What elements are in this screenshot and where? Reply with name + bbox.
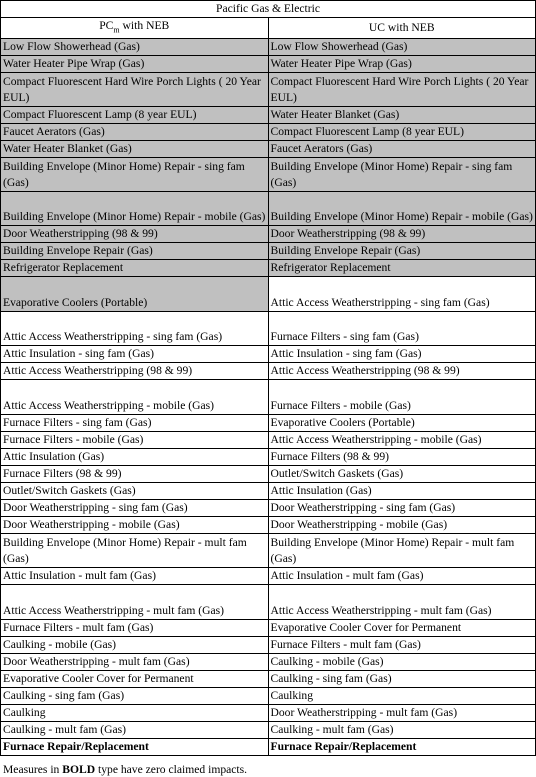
table-row xyxy=(1,226,536,243)
cell-uc-measure: Attic Access Weatherstripping - sing fam (Gas) xyxy=(268,277,536,312)
cell-pcm-measure: Furnace Repair/Replacement xyxy=(1,739,269,756)
cell-uc-measure: Door Weatherstripping - sing fam (Gas) xyxy=(268,500,536,517)
table-row xyxy=(1,688,536,705)
table-row xyxy=(1,449,536,466)
table-row xyxy=(1,637,536,654)
cell-uc-measure: Caulking xyxy=(268,688,536,705)
table-row xyxy=(1,654,536,671)
cell-pcm-measure: Compact Fluorescent Lamp (8 year EUL) xyxy=(1,107,269,124)
cell-pcm-measure: Attic Access Weatherstripping - mult fam (Gas) xyxy=(1,585,269,620)
cell-uc-measure: Faucet Aerators (Gas) xyxy=(268,141,536,158)
table-row xyxy=(1,346,536,363)
table-row xyxy=(1,568,536,585)
cell-pcm-measure: Door Weatherstripping - mult fam (Gas) xyxy=(1,654,269,671)
cell-pcm-measure: Furnace Filters - sing fam (Gas) xyxy=(1,415,269,432)
table-row xyxy=(1,124,536,141)
cell-uc-measure: Furnace Filters - mobile (Gas) xyxy=(268,380,536,415)
table-row xyxy=(1,739,536,756)
cell-pcm-measure: Door Weatherstripping (98 & 99) xyxy=(1,226,269,243)
cell-uc-measure: Building Envelope Repair (Gas) xyxy=(268,243,536,260)
cell-pcm-measure: Water Heater Pipe Wrap (Gas) xyxy=(1,56,269,73)
table-title: Pacific Gas & Electric xyxy=(1,1,536,18)
cell-pcm-measure: Furnace Filters - mult fam (Gas) xyxy=(1,620,269,637)
cell-pcm-measure: Compact Fluorescent Hard Wire Porch Lights ( 20 Year EUL) xyxy=(1,73,269,107)
cell-pcm-measure: Attic Insulation - mult fam (Gas) xyxy=(1,568,269,585)
cell-uc-measure: Furnace Filters (98 & 99) xyxy=(268,449,536,466)
table-row xyxy=(1,107,536,124)
table-row xyxy=(1,39,536,56)
cell-uc-measure: Compact Fluorescent Lamp (8 year EUL) xyxy=(268,124,536,141)
cell-uc-measure: Water Heater Blanket (Gas) xyxy=(268,107,536,124)
cell-uc-measure: Attic Insulation - mult fam (Gas) xyxy=(268,568,536,585)
cell-uc-measure: Attic Access Weatherstripping - mult fam (Gas) xyxy=(268,585,536,620)
cell-uc-measure: Door Weatherstripping (98 & 99) xyxy=(268,226,536,243)
table-row xyxy=(1,243,536,260)
table-row xyxy=(1,705,536,722)
table-row xyxy=(1,415,536,432)
cell-pcm-measure: Caulking xyxy=(1,705,269,722)
cell-uc-measure: Outlet/Switch Gaskets (Gas) xyxy=(268,466,536,483)
table-row xyxy=(1,534,536,568)
table-row xyxy=(1,483,536,500)
cell-uc-measure: Door Weatherstripping - mult fam (Gas) xyxy=(268,705,536,722)
cell-pcm-measure: Faucet Aerators (Gas) xyxy=(1,124,269,141)
cell-uc-measure: Attic Access Weatherstripping - mobile (Gas) xyxy=(268,432,536,449)
cell-uc-measure: Caulking - mobile (Gas) xyxy=(268,654,536,671)
cell-pcm-measure: Evaporative Cooler Cover for Permanent xyxy=(1,671,269,688)
cell-uc-measure: Caulking - sing fam (Gas) xyxy=(268,671,536,688)
table-row xyxy=(1,312,536,346)
cell-uc-measure: Evaporative Cooler Cover for Permanent xyxy=(268,620,536,637)
footnote-prefix: Measures in xyxy=(3,763,63,776)
table-row xyxy=(1,141,536,158)
cell-pcm-measure: Building Envelope (Minor Home) Repair - mult fam (Gas) xyxy=(1,534,269,568)
cell-pcm-measure: Evaporative Coolers (Portable) xyxy=(1,277,269,312)
table-row xyxy=(1,585,536,620)
table-row xyxy=(1,277,536,312)
cell-uc-measure: Building Envelope (Minor Home) Repair - mult fam (Gas) xyxy=(268,534,536,568)
cell-pcm-measure: Door Weatherstripping - mobile (Gas) xyxy=(1,517,269,534)
cell-uc-measure: Evaporative Coolers (Portable) xyxy=(268,415,536,432)
cell-uc-measure: Water Heater Pipe Wrap (Gas) xyxy=(268,56,536,73)
table-row xyxy=(1,260,536,277)
column-header-pcm-rest: with NEB xyxy=(119,19,170,32)
cell-uc-measure: Furnace Filters - sing fam (Gas) xyxy=(268,312,536,346)
cell-pcm-measure: Attic Access Weatherstripping - mobile (Gas) xyxy=(1,380,269,415)
table-row xyxy=(1,671,536,688)
column-header-pcm-main: PC xyxy=(99,19,114,32)
footnote xyxy=(3,763,247,776)
table-row xyxy=(1,363,536,380)
cell-uc-measure: Attic Insulation (Gas) xyxy=(268,483,536,500)
table-row xyxy=(1,432,536,449)
cell-uc-measure: Building Envelope (Minor Home) Repair - sing fam (Gas) xyxy=(268,158,536,192)
cell-uc-measure: Furnace Filters - mult fam (Gas) xyxy=(268,637,536,654)
cell-pcm-measure: Caulking - mult fam (Gas) xyxy=(1,722,269,739)
cell-pcm-measure: Low Flow Showerhead (Gas) xyxy=(1,39,269,56)
table-row xyxy=(1,722,536,739)
table-row xyxy=(1,56,536,73)
column-header-uc xyxy=(268,18,536,39)
footnote-suffix: type have zero claimed impacts. xyxy=(95,763,248,776)
cell-pcm-measure: Attic Insulation (Gas) xyxy=(1,449,269,466)
column-header-pcm xyxy=(1,18,269,39)
table-row xyxy=(1,192,536,226)
cell-pcm-measure: Caulking - sing fam (Gas) xyxy=(1,688,269,705)
cell-pcm-measure: Building Envelope (Minor Home) Repair - mobile (Gas) xyxy=(1,192,269,226)
cell-pcm-measure: Attic Access Weatherstripping - sing fam (Gas) xyxy=(1,312,269,346)
cell-pcm-measure: Door Weatherstripping - sing fam (Gas) xyxy=(1,500,269,517)
cell-uc-measure: Building Envelope (Minor Home) Repair - mobile (Gas) xyxy=(268,192,536,226)
cell-uc-measure: Low Flow Showerhead (Gas) xyxy=(268,39,536,56)
cell-uc-measure: Caulking - mult fam (Gas) xyxy=(268,722,536,739)
cell-pcm-measure: Furnace Filters (98 & 99) xyxy=(1,466,269,483)
cell-pcm-measure: Water Heater Blanket (Gas) xyxy=(1,141,269,158)
table-row xyxy=(1,73,536,107)
cell-pcm-measure: Outlet/Switch Gaskets (Gas) xyxy=(1,483,269,500)
cell-pcm-measure: Attic Access Weatherstripping (98 & 99) xyxy=(1,363,269,380)
cell-pcm-measure: Building Envelope (Minor Home) Repair - sing fam (Gas) xyxy=(1,158,269,192)
column-header-uc-main: UC with NEB xyxy=(368,21,435,35)
cell-pcm-measure: Furnace Filters - mobile (Gas) xyxy=(1,432,269,449)
cell-pcm-measure: Attic Insulation - sing fam (Gas) xyxy=(1,346,269,363)
table-row xyxy=(1,380,536,415)
table-row xyxy=(1,620,536,637)
cell-uc-measure: Door Weatherstripping - mobile (Gas) xyxy=(268,517,536,534)
footnote-bold-word: BOLD xyxy=(62,763,96,776)
table-row xyxy=(1,500,536,517)
cell-pcm-measure: Building Envelope Repair (Gas) xyxy=(1,243,269,260)
table-row xyxy=(1,466,536,483)
cell-uc-measure: Attic Access Weatherstripping (98 & 99) xyxy=(268,363,536,380)
cell-pcm-measure: Caulking - mobile (Gas) xyxy=(1,637,269,654)
cell-uc-measure: Attic Insulation - sing fam (Gas) xyxy=(268,346,536,363)
cell-uc-measure: Furnace Repair/Replacement xyxy=(268,739,536,756)
cell-pcm-measure: Refrigerator Replacement xyxy=(1,260,269,277)
column-header-pcm-subscript: m xyxy=(113,25,120,35)
cell-uc-measure: Compact Fluorescent Hard Wire Porch Lights ( 20 Year EUL) xyxy=(268,73,536,107)
table-row xyxy=(1,517,536,534)
cell-uc-measure: Refrigerator Replacement xyxy=(268,260,536,277)
table-row xyxy=(1,158,536,192)
